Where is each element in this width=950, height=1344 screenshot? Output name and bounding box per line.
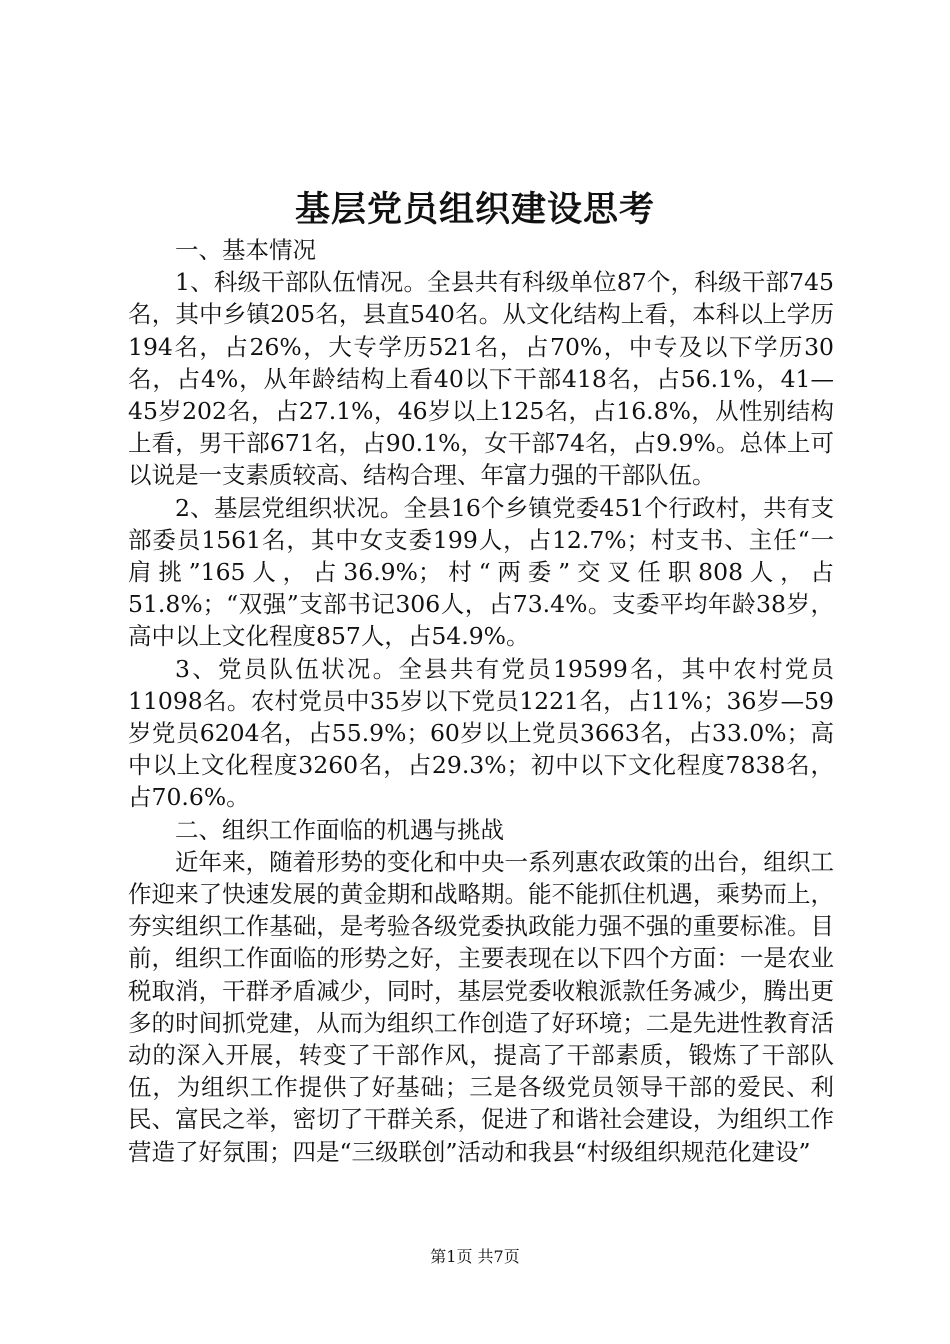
- paragraph-recent-years: 近年来，随着形势的变化和中央一系列惠农政策的出台，组织工作迎来了快速发展的黄金期和战略期。能不能抓住机遇，乘势而上，夯实组织工作基础，是考验各级党委执政能力强不强的重要标准。目前，组织工作面临的形势之好，主要表现在以下四个方面：一是农业税取消，干群矛盾减少，同时，基层党委收粮派款任务减少，腾出更多的时间抓党建，从而为组织工作创造了好环境；二是先进性教育活动的深入开展，转变了干部作风，提高了干部素质，锻炼了干部队伍，为组织工作提供了好基础；三是各级党员领导干部的爱民、利民、富民之举，密切了干群关系，促进了和谐社会建设，为组织工作营造了好氛围；四是“三级联创”活动和我县“村级组织规范化建设”: [128, 847, 834, 1166]
- page-footer: 第1页 共7页: [430, 1247, 520, 1266]
- document-body: [128, 234, 834, 1168]
- section-heading-basic-situation: 一、基本情况: [175, 236, 316, 264]
- paragraph-party-organization: 2、基层党组织状况。全县16个乡镇党委451个行政村，共有支部委员1561名，其中女支委199人，占12.7%；村支书、主任“一肩挑”165人，占36.9%；村“两委”交叉任职808人，占51.8%；“双强”支部书记306人，占73.4%。支委平均年龄38岁，高中以上文化程度857人，占54.9%。: [128, 493, 834, 651]
- section-heading-opportunities: 二、组织工作面临的机遇与挑战: [175, 815, 504, 844]
- paragraph-cadre-team: 1、科级干部队伍情况。全县共有科级单位87个，科级干部745名，其中乡镇205名，县直540名。从文化结构上看，本科以上学历194名，占26%，大专学历521名，占70%，中专及以下学历30名，占4%，从年龄结构上看40以下干部418名，占56.1%，41—45岁202名，占27.1%，46岁以上125名，占16.8%，从性别结构上看，男干部671名，占90.1%，女干部74名，占9.9%。总体上可以说是一支素质较高、结构合理、年富力强的干部队伍。: [128, 268, 834, 490]
- document-title: 基层党员组织建设思考: [294, 189, 655, 230]
- paragraph-party-members: 3、党员队伍状况。全县共有党员19599名，其中农村党员11098名。农村党员中35岁以下党员1221名，占11%；36岁—59岁党员6204名，占55.9%；60岁以上党员3663名，占33.0%；高中以上文化程度3260名，占29.3%；初中以下文化程度7838名，占70.6%。: [128, 654, 834, 812]
